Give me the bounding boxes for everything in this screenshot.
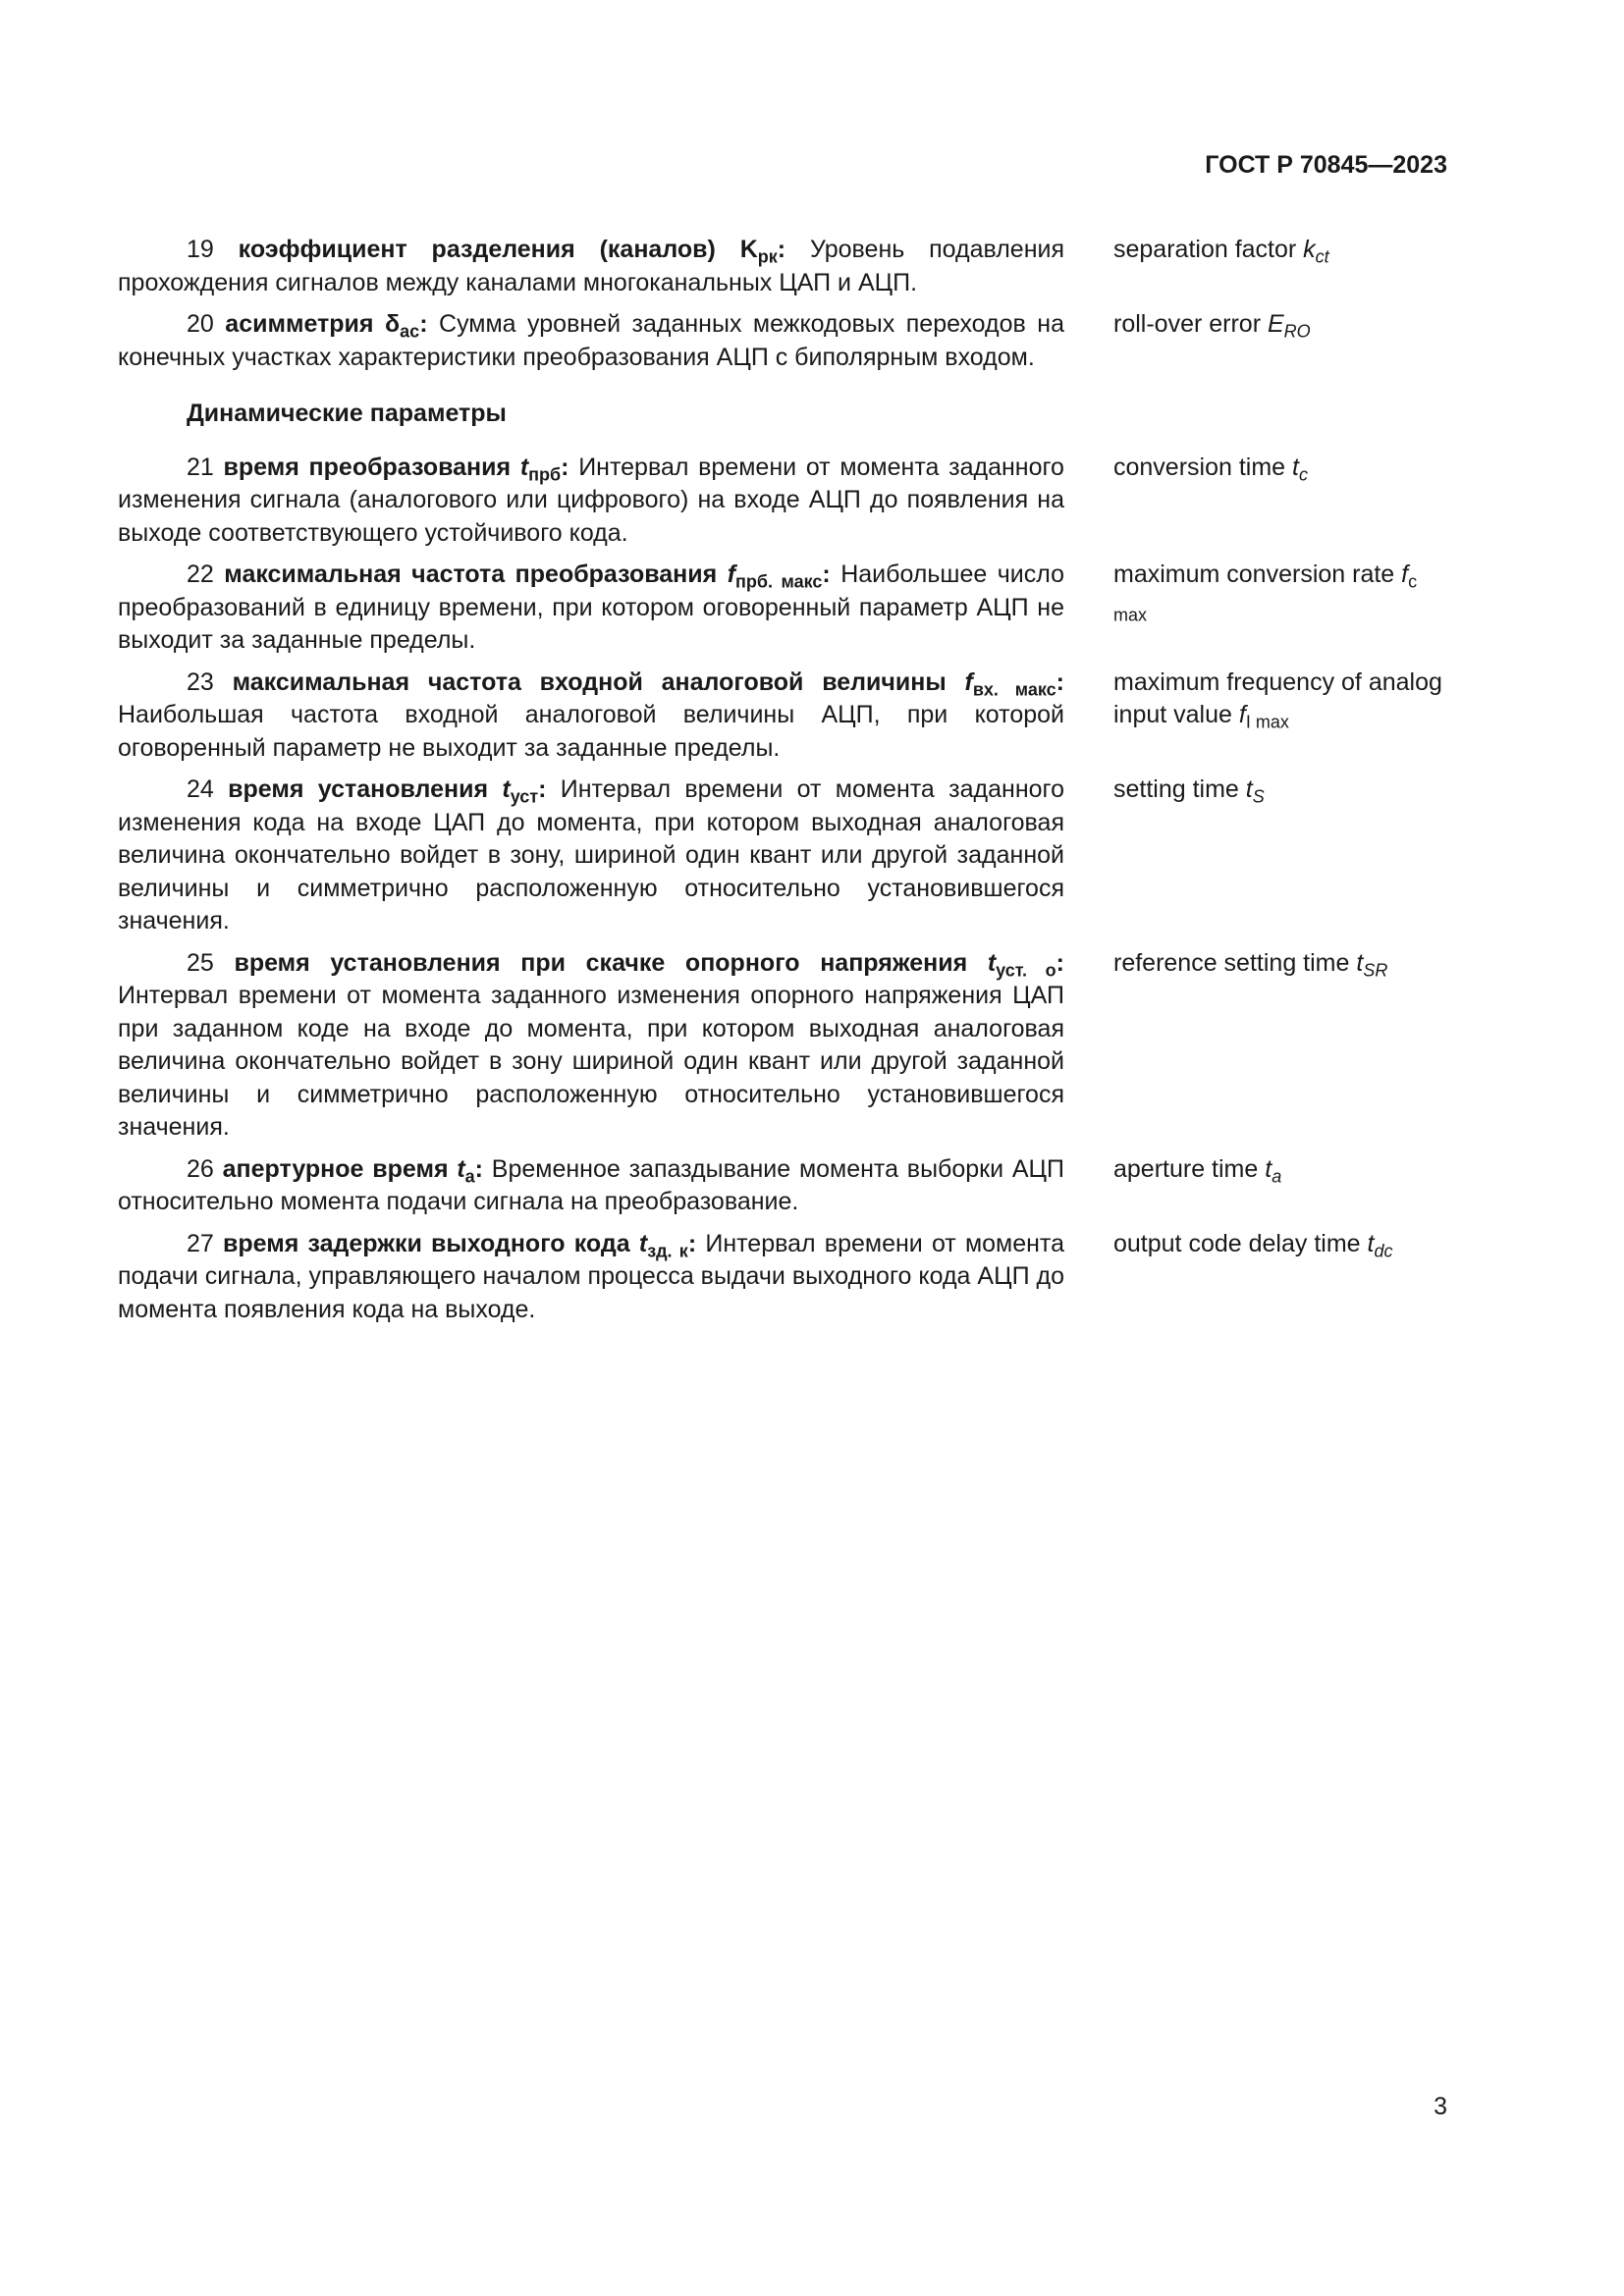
english-symbol: f — [1238, 701, 1246, 728]
term-symbol-main: t — [502, 775, 511, 803]
english-symbol: E — [1267, 310, 1284, 338]
term-name: коэффициент разделения (каналов) — [238, 236, 716, 263]
term-number: 20 — [187, 310, 214, 338]
definition-text: Временное запаздывание момента выборки АЦП относительно момента подачи сигнала на преобразование. — [118, 1154, 1064, 1215]
term-symbol — [638, 1229, 688, 1260]
term-english — [1113, 308, 1443, 374]
term-definition-ru — [118, 947, 1064, 1145]
entries-group-properties — [118, 234, 1443, 374]
term-symbol-sub: рк — [757, 246, 778, 267]
term-entry — [118, 559, 1443, 658]
definition-text: Интервал времени от момента заданного изменения опорного напряжения ЦАП при заданном коде на входе до момента, при котором выходная аналоговая величина окончательно войдет в зону шириной один квант или другой заданной величины и симметрично расположенную относительно установившегося значения. — [118, 982, 1064, 1141]
definition-text: Уровень подавления прохождения сигналов между каналами многоканальных ЦАП и АЦП. — [118, 236, 1065, 296]
term-symbol-main: f — [727, 561, 736, 588]
definition-text: Интервал времени от момента заданного изменения кода на входе ЦАП до момента, при котором выходная аналоговая величина окончательно войдет в зону, шириной один квант или другой заданной величины и симметрично расположенную относительно установившегося значения. — [118, 775, 1065, 934]
term-english — [1113, 1228, 1443, 1327]
term-colon: : — [474, 1154, 483, 1183]
term-name: время установления — [228, 775, 489, 803]
english-symbol-sub: RO — [1283, 321, 1311, 342]
english-term: conversion time — [1113, 453, 1286, 481]
english-term: maximum frequency of analog input value — [1113, 667, 1442, 728]
definition-text: Сумма уровней заданных межкодовых переходов на конечных участках характеристики преобразования АЦП с биполярным входом. — [118, 310, 1064, 371]
term-colon: : — [777, 236, 786, 263]
english-symbol: t — [1265, 1154, 1272, 1183]
term-symbol — [385, 310, 420, 342]
english-term: output code delay time — [1113, 1229, 1361, 1257]
english-symbol-sub: c — [1298, 463, 1308, 484]
term-number: 25 — [187, 948, 214, 977]
term-symbol-sub: прб — [528, 463, 562, 484]
english-symbol-sub: S — [1252, 786, 1265, 807]
english-symbol: t — [1367, 1229, 1375, 1257]
term-symbol-main: t — [638, 1229, 648, 1257]
english-term: maximum conversion rate — [1113, 561, 1395, 588]
term-number: 23 — [187, 667, 214, 696]
term-symbol-sub: вх. макс — [972, 678, 1056, 699]
term-symbol-sub: уст. о — [996, 959, 1056, 980]
english-symbol-sub: a — [1272, 1165, 1282, 1186]
term-english — [1113, 774, 1443, 938]
english-symbol-sub: ct — [1315, 246, 1329, 267]
document-header: ГОСТ Р 70845—2023 — [1205, 151, 1447, 179]
english-symbol-sub: dc — [1374, 1240, 1393, 1260]
term-english — [1113, 947, 1443, 1145]
term-entry — [118, 667, 1443, 766]
term-symbol-main: δ — [385, 310, 401, 338]
term-number: 27 — [187, 1229, 214, 1257]
term-symbol — [519, 453, 562, 484]
term-name: время установления при скачке опорного напряжения — [234, 948, 968, 977]
term-symbol — [739, 236, 778, 267]
term-symbol — [502, 775, 539, 807]
term-entry — [118, 774, 1443, 938]
term-symbol-sub: уст — [510, 786, 539, 807]
term-english — [1113, 234, 1443, 299]
term-symbol — [964, 667, 1056, 699]
term-english — [1113, 1153, 1443, 1219]
definition-text: Интервал времени от момента подачи сигнала, управляющего началом процесса выдачи выходного кода АЦП до момента появления кода на выходе. — [118, 1229, 1065, 1323]
term-name: апертурное время — [222, 1154, 449, 1183]
english-term: aperture time — [1113, 1154, 1259, 1183]
term-colon: : — [1056, 948, 1064, 977]
term-name: время преобразования — [223, 453, 512, 481]
term-symbol-sub: прб. макс — [735, 571, 823, 592]
term-symbol-sub: a — [464, 1165, 475, 1186]
term-english — [1113, 452, 1443, 551]
term-colon: : — [561, 453, 569, 481]
term-number: 24 — [187, 775, 214, 803]
english-term: roll-over error — [1113, 310, 1262, 338]
term-number: 21 — [187, 453, 214, 481]
term-symbol — [727, 561, 823, 592]
english-symbol: t — [1356, 948, 1364, 977]
term-definition-ru — [118, 1153, 1064, 1219]
terms-content — [118, 234, 1443, 1335]
english-symbol: t — [1245, 775, 1253, 803]
term-symbol — [987, 948, 1056, 980]
term-name: максимальная частота преобразования — [224, 561, 718, 588]
term-number: 22 — [187, 561, 214, 588]
section-title: Динамические параметры — [187, 400, 507, 427]
english-symbol-sub: SR — [1363, 959, 1388, 980]
term-colon: : — [1056, 667, 1064, 696]
term-colon: : — [419, 310, 428, 338]
english-term: setting time — [1113, 775, 1239, 803]
term-definition-ru — [118, 1228, 1064, 1327]
page-number: 3 — [1434, 2093, 1447, 2120]
term-symbol-main: t — [987, 948, 997, 977]
term-colon: : — [822, 561, 831, 588]
term-symbol-main: f — [964, 667, 973, 696]
definition-text: Интервал времени от момента заданного изменения сигнала (аналогового или цифрового) на входе АЦП до появления на выходе соответствующего устойчивого кода. — [118, 453, 1064, 547]
term-symbol-main: t — [519, 453, 529, 481]
term-symbol-main: t — [457, 1154, 465, 1183]
term-symbol-main: K — [739, 236, 758, 263]
term-english — [1113, 559, 1443, 658]
term-entry — [118, 1228, 1443, 1327]
term-symbol-sub: зд. к — [647, 1240, 688, 1260]
english-term: separation factor — [1113, 236, 1297, 263]
term-definition-ru — [118, 667, 1064, 766]
english-symbol: t — [1292, 453, 1299, 481]
term-symbol — [457, 1154, 475, 1186]
term-symbol-sub: ac — [400, 321, 420, 342]
english-term: reference setting time — [1113, 948, 1350, 977]
term-entry — [118, 234, 1443, 299]
definition-text: Наибольшее число преобразований в единицу времени, при котором оговоренный параметр АЦП не выходит за заданные пределы. — [118, 561, 1065, 654]
term-name: время задержки выходного кода — [223, 1229, 630, 1257]
english-symbol-sub: c max — [1113, 571, 1418, 624]
term-colon: : — [687, 1229, 697, 1257]
english-symbol: k — [1303, 236, 1316, 263]
term-english — [1113, 667, 1443, 766]
english-symbol: f — [1401, 561, 1409, 588]
term-entry — [118, 452, 1443, 551]
term-entry — [118, 947, 1443, 1145]
term-definition-ru — [118, 308, 1064, 374]
term-number: 19 — [187, 236, 214, 263]
term-definition-ru — [118, 452, 1064, 551]
term-definition-ru — [118, 234, 1064, 299]
term-entry — [118, 1153, 1443, 1219]
term-definition-ru — [118, 559, 1064, 658]
definition-text: Наибольшая частота входной аналоговой величины АЦП, при которой оговоренный параметр не выходит за заданные пределы. — [118, 701, 1064, 762]
english-symbol-sub: I max — [1245, 712, 1289, 732]
term-number: 26 — [187, 1154, 214, 1183]
term-colon: : — [538, 775, 547, 803]
term-entry — [118, 308, 1443, 374]
term-name: асимметрия — [225, 310, 374, 338]
term-definition-ru — [118, 774, 1064, 938]
entries-group-dynamic — [118, 452, 1443, 1327]
term-name: максимальная частота входной аналоговой величины — [232, 667, 947, 696]
